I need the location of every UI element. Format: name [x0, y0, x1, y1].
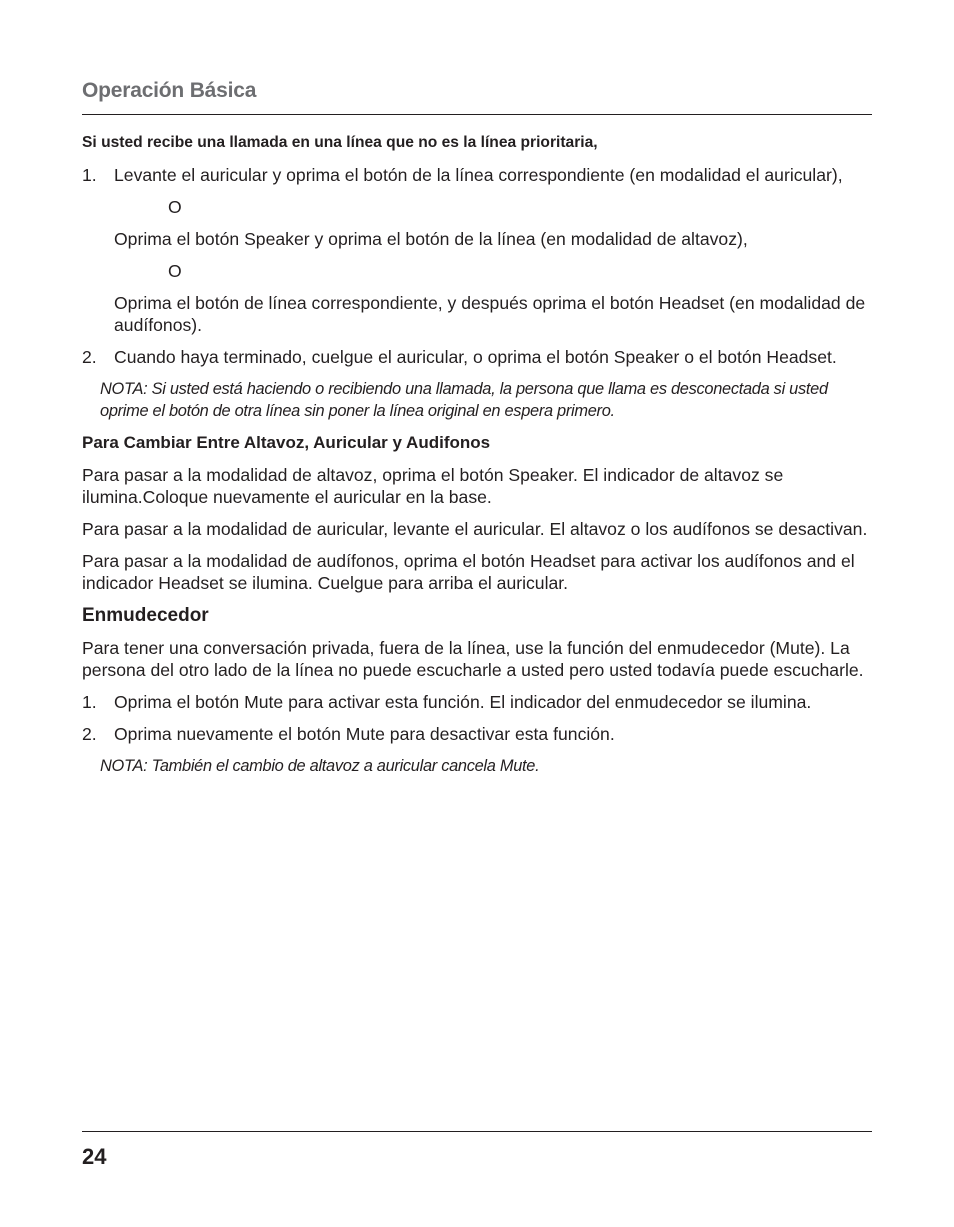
footer-divider [82, 1131, 872, 1132]
list-item [82, 346, 872, 368]
note-text: NOTA: Si usted está haciendo o recibiendo una llamada, la persona que llama es desconectada si usted oprime el botón de otra línea sin poner la línea original en espera primero. [100, 380, 828, 420]
list-item-text: Levante el auricular y oprima el botón de la línea correspondiente (en modalidad el auricular), [114, 165, 843, 185]
page-content [82, 132, 872, 787]
mute-section-heading: Enmudecedor [82, 605, 209, 626]
list-item [82, 164, 872, 186]
manual-page [82, 0, 872, 1227]
list-item-text: Cuando haya terminado, cuelgue el auricular, o oprima el botón Speaker o el botón Headset. [114, 347, 837, 367]
list-item [82, 723, 872, 745]
alternative-step: Oprima el botón Speaker y oprima el botón de la línea (en modalidad de altavoz), [114, 229, 748, 249]
list-item-text: Oprima el botón Mute para activar esta función. El indicador del enmudecedor se ilumina. [114, 692, 812, 712]
alternative-step: Oprima el botón de línea correspondiente, y después oprima el botón Headset (en modalidad de audífonos). [114, 293, 866, 335]
note-text: NOTA: También el cambio de altavoz a auricular cancela Mute. [100, 757, 540, 775]
list-item-number: 2. [82, 724, 97, 744]
paragraph: Para tener una conversación privada, fuera de la línea, use la función del enmudecedor (Mute). La persona del otro lado de la línea no puede escucharle a usted pero usted todavía puede escucharle. [82, 638, 864, 680]
or-separator: O [168, 261, 182, 281]
list-item-text: Oprima nuevamente el botón Mute para desactivar esta función. [114, 724, 615, 744]
intro-heading: Si usted recibe una llamada en una línea que no es la línea prioritaria, [82, 134, 598, 151]
list-item-number: 1. [82, 692, 97, 712]
paragraph: Para pasar a la modalidad de audífonos, oprima el botón Headset para activar los audífonos and el indicador Headset se ilumina. Cuelgue para arriba el auricular. [82, 551, 855, 593]
switch-modes-heading: Para Cambiar Entre Altavoz, Auricular y Audifonos [82, 433, 491, 452]
or-separator: O [168, 197, 182, 217]
paragraph: Para pasar a la modalidad de altavoz, oprima el botón Speaker. El indicador de altavoz se ilumina.Coloque nuevamente el auricular en la base. [82, 465, 784, 507]
list-item-number: 2. [82, 347, 97, 367]
header-divider [82, 114, 872, 115]
page-number: 24 [82, 1144, 107, 1169]
paragraph: Para pasar a la modalidad de auricular, levante el auricular. El altavoz o los audífonos se desactivan. [82, 519, 868, 539]
list-item-number: 1. [82, 165, 97, 185]
list-item [82, 691, 872, 713]
section-header-title: Operación Básica [82, 79, 257, 102]
